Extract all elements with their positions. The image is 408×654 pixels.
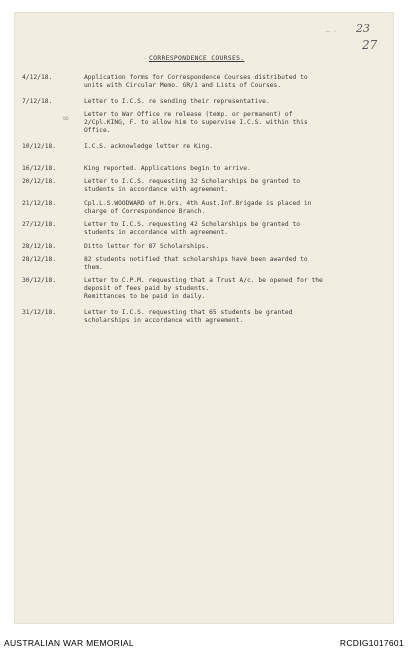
entry-date: 30/12/18. — [22, 277, 57, 284]
page-number-bottom: 27 — [362, 38, 378, 52]
entry-line: Letter to I.C.S. requesting that 65 students be granted — [84, 309, 293, 316]
entry-date: 4/12/18. — [22, 74, 53, 81]
entry-line: students in accordance with agreement. — [84, 229, 229, 236]
entry-line: 82 students notified that scholarships have been awarded to — [84, 256, 308, 263]
entry-text — [84, 143, 384, 151]
entry-line: 2/Cpl.KING, F. to allow him to supervise I.C.S. within this — [84, 119, 308, 126]
entry-text — [84, 309, 384, 325]
entry-line: Ditto letter for 87 Scholarships. — [84, 243, 210, 250]
margin-mark: ∞ — [62, 114, 70, 124]
entry-line: scholarships in accordance with agreement. — [84, 317, 244, 324]
entry-line: Letter to I.C.S. requesting 32 Scholarships be granted to — [84, 178, 301, 185]
entry-line: Letter to I.C.S. re sending their representative. — [84, 98, 270, 105]
archive-mark: — · — [326, 28, 337, 35]
footer-source: AUSTRALIAN WAR MEMORIAL — [4, 638, 134, 648]
entry-text — [84, 98, 384, 106]
entry-line: Cpl.L.S.WOODWARD of H.Qrs. 4th Aust.Inf.Brigade is placed in — [84, 200, 312, 207]
entry-line: Letter to C.P.M. requesting that a Trust A/c. be opened for the — [84, 277, 323, 284]
entry-text — [84, 111, 384, 135]
entry-date: 16/12/18. — [22, 165, 57, 172]
entry-date: 7/12/18. — [22, 98, 53, 105]
entry-line: deposit of fees paid by students. — [84, 285, 210, 292]
entry-date: 10/12/18. — [22, 143, 57, 150]
entry-text — [84, 165, 384, 173]
entry-line: Application forms for Correspondence Courses distributed to — [84, 74, 308, 81]
entry-date: 28/12/18. — [22, 256, 57, 263]
entry-line: King reported. Applications begin to arrive. — [84, 165, 251, 172]
page-number-top: 23 — [356, 22, 370, 35]
entry-line: Office. — [84, 127, 111, 134]
entry-date: 21/12/18. — [22, 200, 57, 207]
entry-date: 27/12/18. — [22, 221, 57, 228]
entry-line: Letter to War Office re release (temp. or permanent) of — [84, 111, 293, 118]
page-title: CORRESPONDENCE COURSES. — [149, 54, 245, 62]
footer-reference: RCDIG1017601 — [339, 638, 404, 648]
entry-date: 31/12/18. — [22, 309, 57, 316]
entry-line: them. — [84, 264, 103, 271]
entry-text — [84, 243, 384, 251]
entry-line: I.C.S. acknowledge letter re King. — [84, 143, 213, 150]
entry-text — [84, 74, 384, 90]
entry-line: Letter to I.C.S. requesting 42 Scholarships be granted to — [84, 221, 301, 228]
entry-line: units with Circular Memo. GR/1 and Lists of Courses. — [84, 82, 282, 89]
entry-line: Remittances to be paid in daily. — [84, 293, 206, 300]
entry-date: 20/12/18. — [22, 178, 57, 185]
entry-text — [84, 256, 384, 272]
entry-line: charge of Correspondence Branch. — [84, 208, 206, 215]
entry-line: students in accordance with agreement. — [84, 186, 229, 193]
entry-date: 28/12/18. — [22, 243, 57, 250]
entry-text — [84, 178, 384, 194]
entry-text — [84, 221, 384, 237]
entry-text — [84, 277, 384, 301]
document-page — [14, 12, 394, 624]
entry-text — [84, 200, 384, 216]
